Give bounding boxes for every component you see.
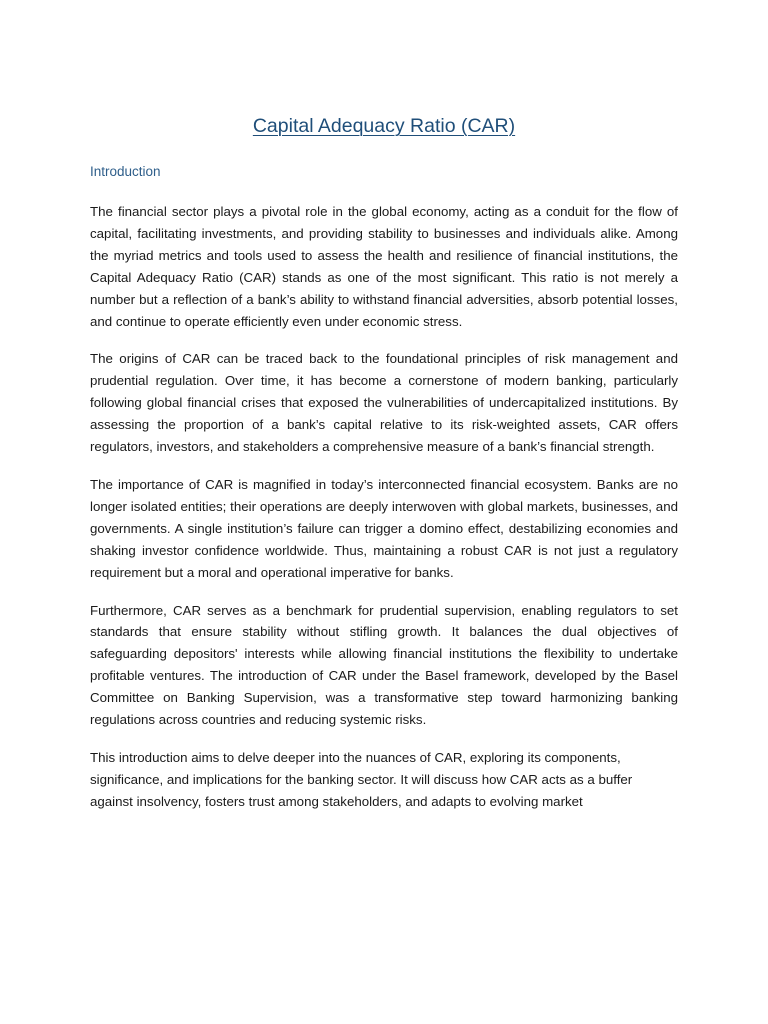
paragraph-3: The importance of CAR is magnified in today’s interconnected financial ecosystem. Banks are no longer isolated entities; their operations are deeply interwoven with global markets, businesses, and governments. A single institution’s failure can trigger a domino effect, destabilizing economies and shaking investor confidence worldwide. Thus, maintaining a robust CAR is not just a regulatory requirement but a moral and operational imperative for banks.	[90, 476, 678, 580]
document-title: Capital Adequacy Ratio (CAR)	[252, 115, 516, 137]
paragraph-4: Furthermore, CAR serves as a benchmark for prudential supervision, enabling regulators to set standards that ensure stability without stifling growth. It balances the dual objectives of safeguarding depositors' interests while allowing financial institutions the flexibility to undertake profitable ventures. The introduction of CAR under the Basel framework, developed by the Basel Committee on Banking Supervision, was a transformative step toward harmonizing banking regulations across countries and reducing systemic risks.	[90, 602, 678, 728]
body-text	[90, 201, 678, 829]
paragraph-1: The financial sector plays a pivotal role in the global economy, acting as a conduit for the flow of capital, facilitating investments, and providing stability to businesses and individuals alike. Among the myriad metrics and tools used to assess the health and resilience of financial institutions, the Capital Adequacy Ratio (CAR) stands as one of the most significant. This ratio is not merely a number but a reflection of a bank’s ability to withstand financial adversities, absorb potential losses, and continue to operate efficiently even under economic stress.	[90, 204, 678, 329]
paragraph-5: This introduction aims to delve deeper into the nuances of CAR, exploring its components, significance, and implications for the banking sector. It will discuss how CAR acts as a buffer against insolvency, fosters trust among stakeholders, and adapts to evolving market	[90, 749, 633, 809]
paragraph-2: The origins of CAR can be traced back to the foundational principles of risk management and prudential regulation. Over time, it has become a cornerstone of modern banking, particularly following global financial crises that exposed the vulnerabilities of undercapitalized institutions. By assessing the proportion of a bank’s capital relative to its risk-weighted assets, CAR offers regulators, investors, and stakeholders a comprehensive measure of a bank’s financial strength.	[90, 351, 678, 455]
section-heading-introduction: Introduction	[90, 164, 161, 179]
